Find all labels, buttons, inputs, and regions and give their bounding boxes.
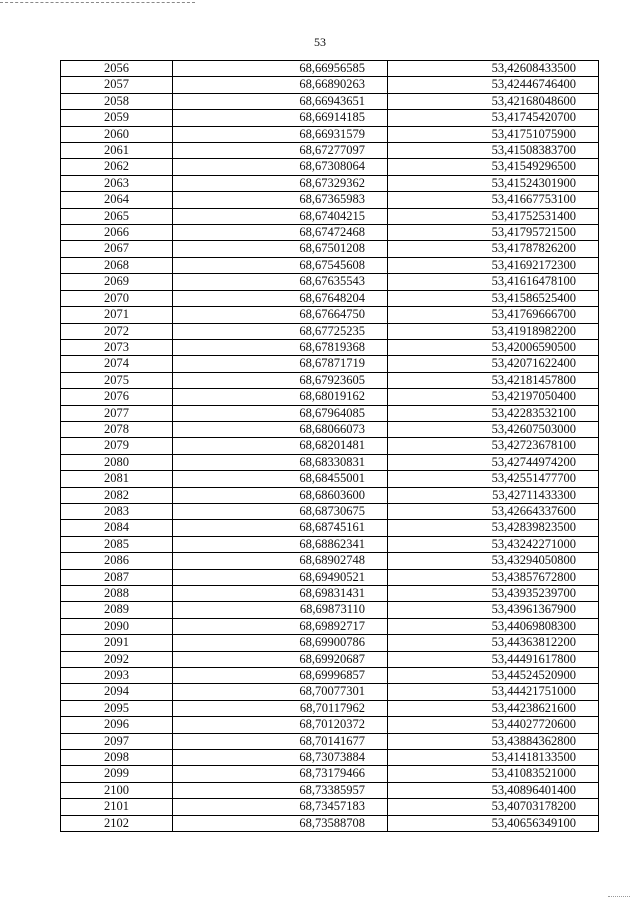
point-number-cell: 2060: [61, 126, 173, 142]
coordinate-x-cell: 68,67635543: [173, 274, 388, 290]
coordinate-x-cell: 68,69996857: [173, 668, 388, 684]
coordinate-y-cell: 53,41752531400: [388, 208, 599, 224]
table-row: [61, 421, 599, 437]
table-row: [61, 569, 599, 585]
table-row: [61, 651, 599, 667]
point-number-cell: 2080: [61, 454, 173, 470]
point-number-cell: 2091: [61, 635, 173, 651]
coordinate-x-cell: 68,68730675: [173, 503, 388, 519]
point-number-cell: 2067: [61, 241, 173, 257]
coordinate-y-cell: 53,40896401400: [388, 782, 599, 798]
coordinate-x-cell: 68,67472468: [173, 225, 388, 241]
point-number-cell: 2076: [61, 389, 173, 405]
point-number-cell: 2087: [61, 569, 173, 585]
coordinate-y-cell: 53,41418133500: [388, 750, 599, 766]
table-row: [61, 307, 599, 323]
point-number-cell: 2061: [61, 143, 173, 159]
coordinate-x-cell: 68,67545608: [173, 257, 388, 273]
point-number-cell: 2098: [61, 750, 173, 766]
coordinate-x-cell: 68,67501208: [173, 241, 388, 257]
coordinate-y-cell: 53,41508383700: [388, 143, 599, 159]
table-row: [61, 602, 599, 618]
coordinate-x-cell: 68,68902748: [173, 553, 388, 569]
table-row: [61, 586, 599, 602]
table-row: [61, 93, 599, 109]
coordinate-x-cell: 68,68603600: [173, 487, 388, 503]
coordinate-y-cell: 53,44421751000: [388, 684, 599, 700]
coordinate-y-cell: 53,43961367900: [388, 602, 599, 618]
coordinate-y-cell: 53,42168048600: [388, 93, 599, 109]
coordinate-y-cell: 53,42446746400: [388, 77, 599, 93]
point-number-cell: 2077: [61, 405, 173, 421]
table-row: [61, 815, 599, 831]
point-number-cell: 2088: [61, 586, 173, 602]
coordinate-x-cell: 68,73588708: [173, 815, 388, 831]
point-number-cell: 2089: [61, 602, 173, 618]
coordinate-x-cell: 68,68330831: [173, 454, 388, 470]
coordinate-x-cell: 68,68862341: [173, 536, 388, 552]
coordinate-y-cell: 53,41083521000: [388, 766, 599, 782]
coordinate-y-cell: 53,43242271000: [388, 536, 599, 552]
corner-mark: [608, 896, 630, 897]
point-number-cell: 2095: [61, 700, 173, 716]
table-row: [61, 454, 599, 470]
coordinate-x-cell: 68,68066073: [173, 421, 388, 437]
coordinate-x-cell: 68,67725235: [173, 323, 388, 339]
table-row: [61, 208, 599, 224]
coordinate-y-cell: 53,41616478100: [388, 274, 599, 290]
coordinate-x-cell: 68,68745161: [173, 520, 388, 536]
coordinate-x-cell: 68,67664750: [173, 307, 388, 323]
coordinate-x-cell: 68,70077301: [173, 684, 388, 700]
coordinate-x-cell: 68,73179466: [173, 766, 388, 782]
table-row: [61, 471, 599, 487]
point-number-cell: 2081: [61, 471, 173, 487]
table-row: [61, 503, 599, 519]
coordinate-y-cell: 53,41692172300: [388, 257, 599, 273]
coordinate-y-cell: 53,41918982200: [388, 323, 599, 339]
coordinate-y-cell: 53,44238621600: [388, 700, 599, 716]
table-row: [61, 553, 599, 569]
coordinate-x-cell: 68,67819368: [173, 339, 388, 355]
coordinate-x-cell: 68,66943651: [173, 93, 388, 109]
coordinate-y-cell: 53,41667753100: [388, 192, 599, 208]
point-number-cell: 2073: [61, 339, 173, 355]
coordinate-x-cell: 68,67329362: [173, 175, 388, 191]
coordinate-x-cell: 68,73385957: [173, 782, 388, 798]
coordinate-y-cell: 53,40703178200: [388, 799, 599, 815]
point-number-cell: 2059: [61, 110, 173, 126]
point-number-cell: 2097: [61, 733, 173, 749]
coordinate-x-cell: 68,70141677: [173, 733, 388, 749]
coordinate-y-cell: 53,44069808300: [388, 618, 599, 634]
table-row: [61, 536, 599, 552]
point-number-cell: 2086: [61, 553, 173, 569]
table-row: [61, 77, 599, 93]
point-number-cell: 2074: [61, 356, 173, 372]
table-row: [61, 717, 599, 733]
point-number-cell: 2082: [61, 487, 173, 503]
table-row: [61, 110, 599, 126]
coordinate-y-cell: 53,41795721500: [388, 225, 599, 241]
coordinate-x-cell: 68,67923605: [173, 372, 388, 388]
coordinate-x-cell: 68,67404215: [173, 208, 388, 224]
coordinate-y-cell: 53,42197050400: [388, 389, 599, 405]
coordinate-y-cell: 53,41787826200: [388, 241, 599, 257]
coordinate-y-cell: 53,42744974200: [388, 454, 599, 470]
coordinate-x-cell: 68,67964085: [173, 405, 388, 421]
coordinate-y-cell: 53,41549296500: [388, 159, 599, 175]
point-number-cell: 2099: [61, 766, 173, 782]
point-number-cell: 2100: [61, 782, 173, 798]
coordinate-x-cell: 68,69873110: [173, 602, 388, 618]
coordinate-y-cell: 53,41586525400: [388, 290, 599, 306]
point-number-cell: 2084: [61, 520, 173, 536]
coordinate-y-cell: 53,44027720600: [388, 717, 599, 733]
point-number-cell: 2068: [61, 257, 173, 273]
table-row: [61, 668, 599, 684]
coordinate-x-cell: 68,69490521: [173, 569, 388, 585]
top-scan-line: [0, 2, 195, 3]
coordinate-y-cell: 53,41751075900: [388, 126, 599, 142]
coordinate-y-cell: 53,42283532100: [388, 405, 599, 421]
point-number-cell: 2064: [61, 192, 173, 208]
table-row: [61, 143, 599, 159]
table-row: [61, 257, 599, 273]
point-number-cell: 2093: [61, 668, 173, 684]
point-number-cell: 2101: [61, 799, 173, 815]
coordinate-x-cell: 68,69920687: [173, 651, 388, 667]
coordinate-y-cell: 53,43294050800: [388, 553, 599, 569]
coordinate-x-cell: 68,66956585: [173, 61, 388, 77]
table-row: [61, 766, 599, 782]
table-row: [61, 175, 599, 191]
coordinate-x-cell: 68,67308064: [173, 159, 388, 175]
coordinate-x-cell: 68,66914185: [173, 110, 388, 126]
coordinate-y-cell: 53,40656349100: [388, 815, 599, 831]
table-row: [61, 799, 599, 815]
coordinate-y-cell: 53,41769666700: [388, 307, 599, 323]
coordinate-x-cell: 68,68019162: [173, 389, 388, 405]
table-row: [61, 159, 599, 175]
coordinate-y-cell: 53,42006590500: [388, 339, 599, 355]
coordinate-y-cell: 53,44491617800: [388, 651, 599, 667]
coordinates-table-body: [61, 61, 599, 832]
table-row: [61, 618, 599, 634]
point-number-cell: 2083: [61, 503, 173, 519]
coordinate-y-cell: 53,44524520900: [388, 668, 599, 684]
table-row: [61, 126, 599, 142]
point-number-cell: 2058: [61, 93, 173, 109]
table-row: [61, 635, 599, 651]
point-number-cell: 2078: [61, 421, 173, 437]
table-row: [61, 192, 599, 208]
coordinate-x-cell: 68,70117962: [173, 700, 388, 716]
coordinate-y-cell: 53,41524301900: [388, 175, 599, 191]
coordinate-y-cell: 53,42607503000: [388, 421, 599, 437]
coordinate-x-cell: 68,73073884: [173, 750, 388, 766]
coordinate-y-cell: 53,42711433300: [388, 487, 599, 503]
coordinate-x-cell: 68,69831431: [173, 586, 388, 602]
table-row: [61, 438, 599, 454]
point-number-cell: 2092: [61, 651, 173, 667]
coordinate-x-cell: 68,69892717: [173, 618, 388, 634]
coordinate-x-cell: 68,67648204: [173, 290, 388, 306]
coordinate-x-cell: 68,67277097: [173, 143, 388, 159]
coordinate-y-cell: 53,41745420700: [388, 110, 599, 126]
table-row: [61, 339, 599, 355]
coordinate-x-cell: 68,68201481: [173, 438, 388, 454]
table-row: [61, 487, 599, 503]
point-number-cell: 2079: [61, 438, 173, 454]
table-row: [61, 225, 599, 241]
point-number-cell: 2102: [61, 815, 173, 831]
point-number-cell: 2072: [61, 323, 173, 339]
point-number-cell: 2069: [61, 274, 173, 290]
point-number-cell: 2063: [61, 175, 173, 191]
point-number-cell: 2085: [61, 536, 173, 552]
point-number-cell: 2096: [61, 717, 173, 733]
coordinate-x-cell: 68,67871719: [173, 356, 388, 372]
coordinate-x-cell: 68,69900786: [173, 635, 388, 651]
table-row: [61, 290, 599, 306]
table-row: [61, 750, 599, 766]
point-number-cell: 2094: [61, 684, 173, 700]
coordinate-x-cell: 68,67365983: [173, 192, 388, 208]
table-row: [61, 356, 599, 372]
coordinate-y-cell: 53,42551477700: [388, 471, 599, 487]
point-number-cell: 2056: [61, 61, 173, 77]
coordinate-y-cell: 53,42723678100: [388, 438, 599, 454]
point-number-cell: 2070: [61, 290, 173, 306]
table-row: [61, 684, 599, 700]
coordinate-y-cell: 53,42664337600: [388, 503, 599, 519]
table-row: [61, 323, 599, 339]
coordinate-y-cell: 53,43857672800: [388, 569, 599, 585]
coordinate-y-cell: 53,42071622400: [388, 356, 599, 372]
table-row: [61, 274, 599, 290]
coordinate-y-cell: 53,42839823500: [388, 520, 599, 536]
coordinate-x-cell: 68,70120372: [173, 717, 388, 733]
coordinate-y-cell: 53,42181457800: [388, 372, 599, 388]
coordinate-y-cell: 53,44363812200: [388, 635, 599, 651]
coordinate-y-cell: 53,42608433500: [388, 61, 599, 77]
table-row: [61, 733, 599, 749]
point-number-cell: 2066: [61, 225, 173, 241]
coordinate-x-cell: 68,66890263: [173, 77, 388, 93]
table-row: [61, 700, 599, 716]
table-row: [61, 389, 599, 405]
coordinate-x-cell: 68,68455001: [173, 471, 388, 487]
table-row: [61, 241, 599, 257]
coordinate-y-cell: 53,43884362800: [388, 733, 599, 749]
point-number-cell: 2057: [61, 77, 173, 93]
coordinate-y-cell: 53,43935239700: [388, 586, 599, 602]
table-row: [61, 61, 599, 77]
coordinates-table: [60, 60, 599, 832]
table-row: [61, 405, 599, 421]
point-number-cell: 2065: [61, 208, 173, 224]
point-number-cell: 2071: [61, 307, 173, 323]
table-row: [61, 782, 599, 798]
point-number-cell: 2075: [61, 372, 173, 388]
table-row: [61, 372, 599, 388]
coordinate-x-cell: 68,73457183: [173, 799, 388, 815]
coordinate-x-cell: 68,66931579: [173, 126, 388, 142]
table-row: [61, 520, 599, 536]
point-number-cell: 2090: [61, 618, 173, 634]
page-number: 53: [314, 35, 326, 49]
point-number-cell: 2062: [61, 159, 173, 175]
